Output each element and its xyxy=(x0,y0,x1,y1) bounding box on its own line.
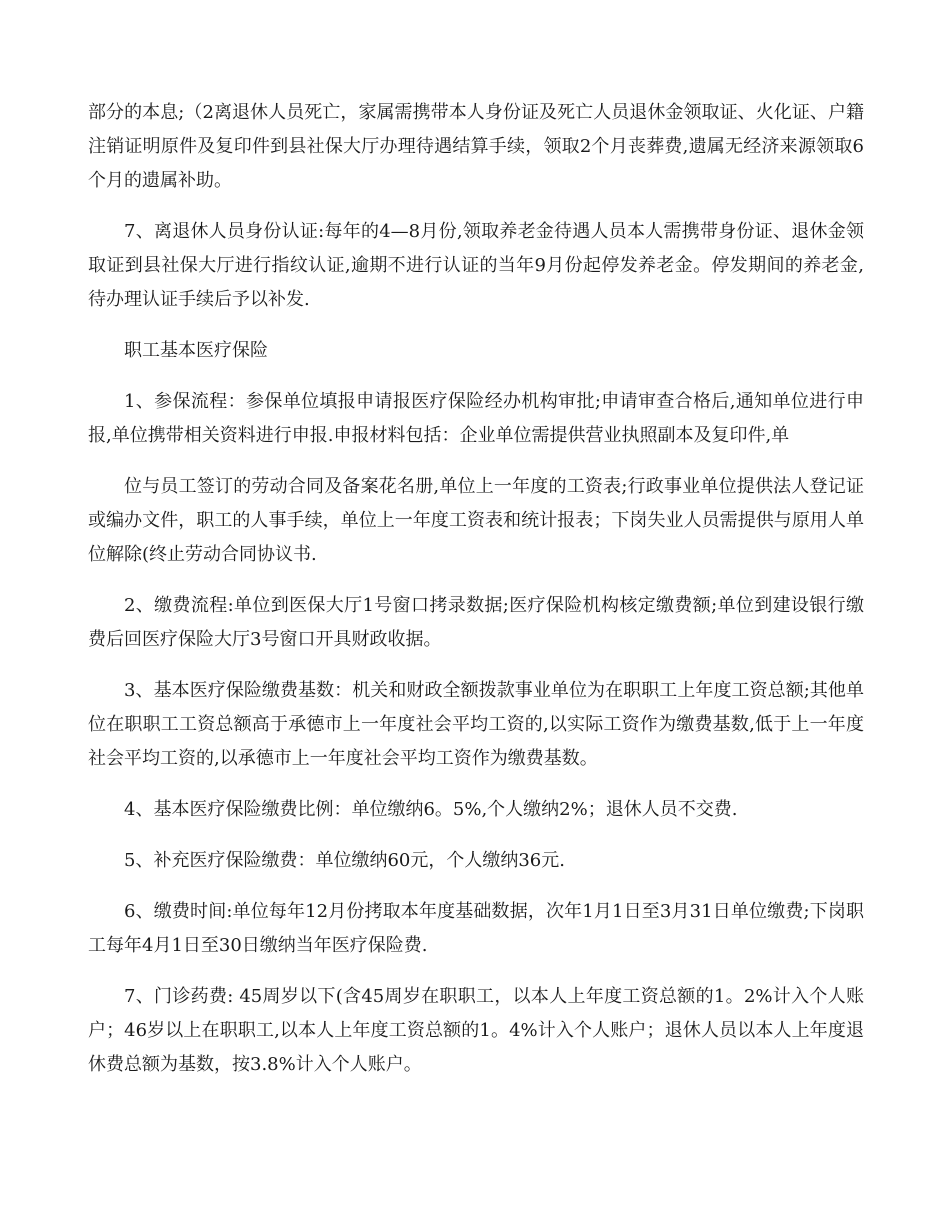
section-heading-medical-insurance: 职工基本医疗保险 xyxy=(124,340,268,361)
paragraph-outpatient-fees: 7、门诊药费: 45周岁以下(含45周岁在职职工，以本人上年度工资总额的1。2%计入个人账户；46岁以上在职职工,以本人上年度工资总额的1。4%计入个人账户；退休人员以本人上年度退休费总额为基数，按3.8%计入个人账户。 xyxy=(88,986,864,1075)
paragraph-payment-time: 6、缴费时间:单位每年12月份拷取本年度基础数据，次年1月1日至3月31日单位缴费;下岗职工每年4月1日至30日缴纳当年医疗保险费. xyxy=(88,901,864,956)
document-body xyxy=(88,96,864,1099)
paragraph-supplementary-insurance: 5、补充医疗保险缴费：单位缴纳60元，个人缴纳36元. xyxy=(124,850,565,871)
paragraph-identity-verification: 7、离退休人员身份认证:每年的4—8月份,领取养老金待遇人员本人需携带身份证、退休金领取证到县社保大厅进行指纹认证,逾期不进行认证的当年9月份起停发养老金。停发期间的养老金,待办理认证手续后予以补发. xyxy=(88,221,864,310)
paragraph-enrollment-materials: 位与员工签订的劳动合同及备案花名册,单位上一年度的工资表;行政事业单位提供法人登记证或编办文件，职工的人事手续，单位上一年度工资表和统计报表；下岗失业人员需提供与原用人单位解除(终止劳动合同协议书. xyxy=(88,476,864,565)
paragraph-payment-base: 3、基本医疗保险缴费基数：机关和财政全额拨款事业单位为在职职工上年度工资总额;其他单位在职职工工资总额高于承德市上一年度社会平均工资的,以实际工资作为缴费基数,低于上一年度社会平均工资的,以承德市上一年度社会平均工资作为缴费基数。 xyxy=(88,680,864,769)
paragraph-enrollment-process: 1、参保流程：参保单位填报申请报医疗保险经办机构审批;申请审查合格后,通知单位进行申报,单位携带相关资料进行申报.申报材料包括：企业单位需提供营业执照副本及复印件,单 xyxy=(88,391,864,446)
paragraph-payment-ratio: 4、基本医疗保险缴费比例：单位缴纳6。5%,个人缴纳2%；退休人员不交费. xyxy=(124,799,738,820)
paragraph-payment-process: 2、缴费流程:单位到医保大厅1号窗口拷录数据;医疗保险机构核定缴费额;单位到建设银行缴费后回医疗保险大厅3号窗口开具财政收据。 xyxy=(88,595,864,650)
paragraph-death-settlement: 部分的本息;（2离退休人员死亡，家属需携带本人身份证及死亡人员退休金领取证、火化证、户籍注销证明原件及复印件到县社保大厅办理待遇结算手续，领取2个月丧葬费,遗属无经济来源领取6个月的遗属补助。 xyxy=(88,102,864,191)
